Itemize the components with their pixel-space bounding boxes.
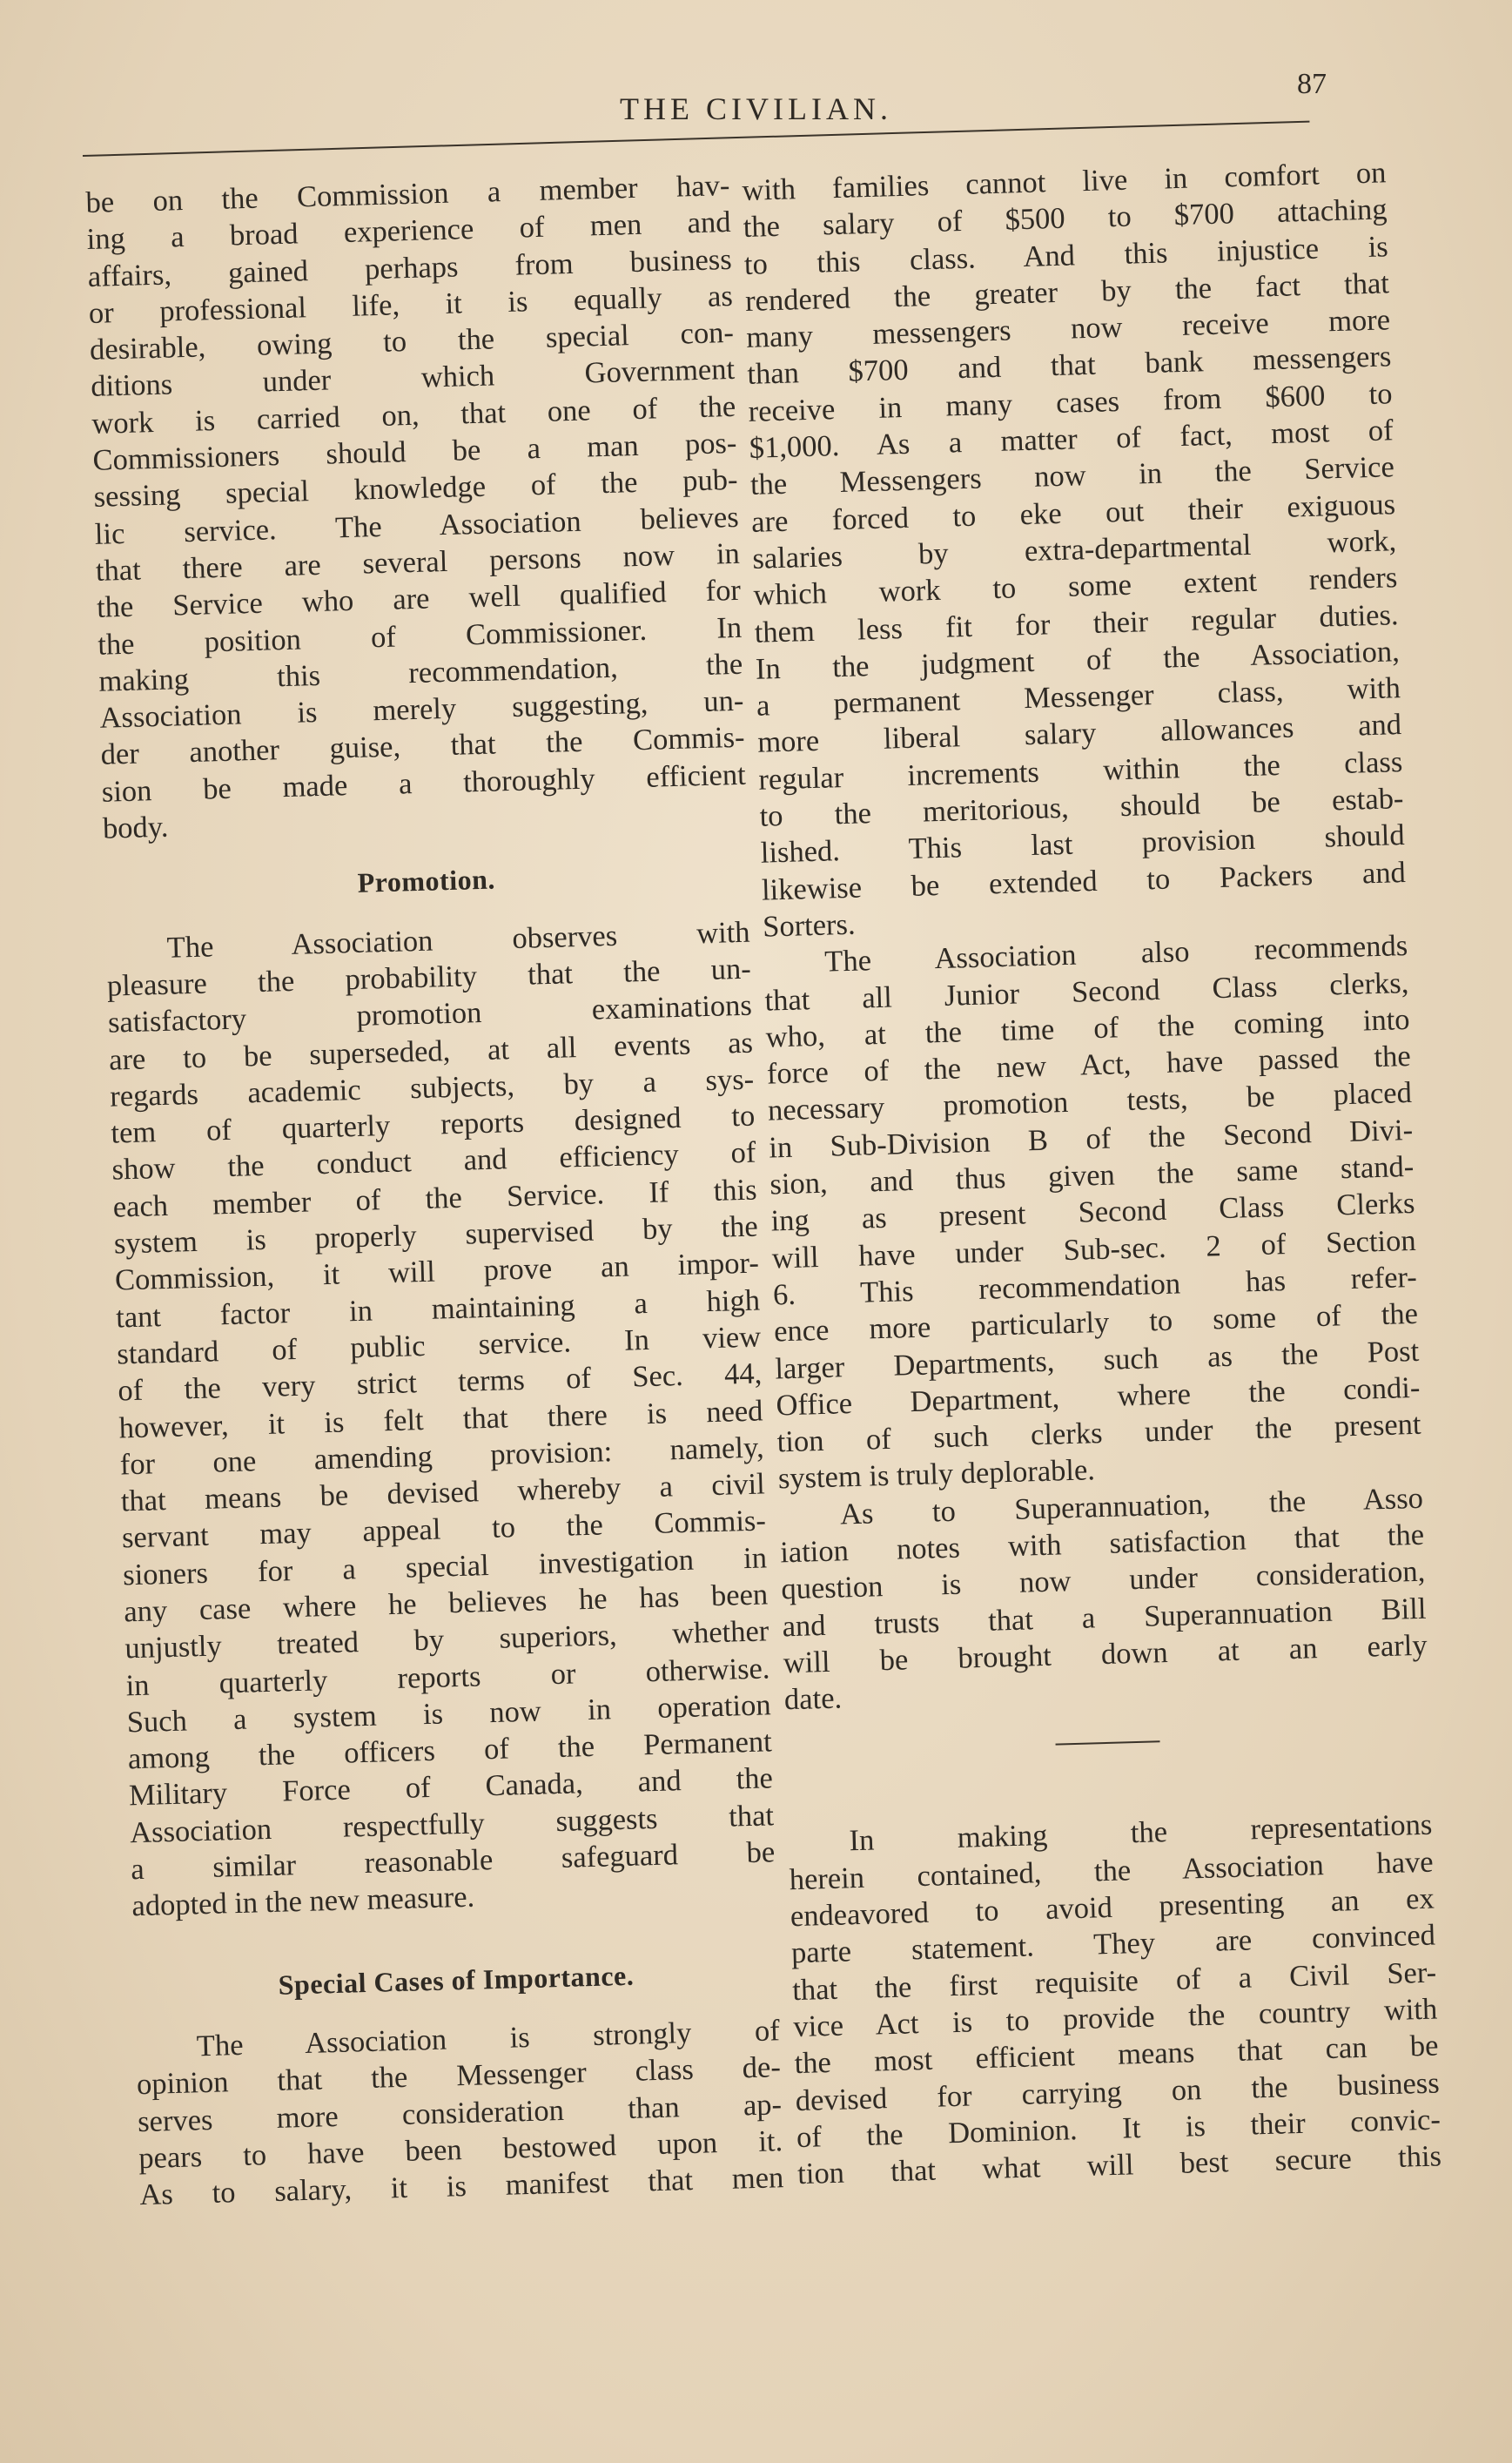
text-line: among the officers of the Permanent <box>127 1725 773 1776</box>
text-line: Military Force of Canada, and the <box>128 1761 774 1813</box>
text-line: of the Dominion. It is their convic- <box>796 2103 1441 2154</box>
paragraph-commission <box>85 167 747 847</box>
text-line: servant may appeal to the Commis- <box>121 1504 767 1555</box>
text-line: adopted in the new measure. <box>131 1880 475 1923</box>
paragraph-messenger <box>135 2012 783 2213</box>
text-line: that means be devised whereby a civil <box>120 1467 766 1518</box>
text-line: serves more consideration than ap- <box>137 2087 783 2138</box>
text-line: necessary promotion tests, be placed <box>767 1076 1413 1127</box>
text-line: work is carried on, that one of the <box>91 389 736 441</box>
text-line: der another guise, that the Commis- <box>100 721 745 772</box>
text-line: with families cannot live in comfort on <box>742 156 1387 207</box>
text-line: which work to some extent renders <box>753 561 1398 613</box>
text-line: satisfactory promotion examinations <box>107 988 753 1040</box>
text-line: Sorters. <box>762 907 857 944</box>
text-line: ing as present Second Class Clerks <box>770 1187 1415 1238</box>
text-line: or professional life, it is equally as <box>88 279 734 330</box>
heading-promotion: Promotion. <box>357 863 496 899</box>
text-line: regular increments within the class <box>757 744 1403 797</box>
text-line: herein contained, the Association have <box>789 1845 1435 1896</box>
text-line: more liberal salary allowances and <box>756 708 1402 760</box>
text-line: many messengers now receive more <box>745 303 1391 355</box>
text-line: Such a system is now in operation <box>126 1688 772 1740</box>
text-line: ing a broad experience of men and <box>86 205 731 257</box>
text-line: sion, and thus given the same stand- <box>769 1149 1415 1201</box>
text-line: the salary of $500 to $700 attaching <box>743 192 1388 245</box>
paragraph-representations <box>788 1807 1442 2192</box>
text-line: 6. This recommendation has refer- <box>772 1260 1418 1312</box>
text-line: that the first requisite of a Civil Ser- <box>791 1955 1437 2007</box>
text-line: The Association observes with <box>166 915 751 965</box>
text-line: system is truly deplorable. <box>777 1453 1096 1496</box>
text-line: are forced to eke out their exiguous <box>750 487 1396 539</box>
text-line: iation notes with satisfaction that the <box>779 1518 1425 1570</box>
text-line: sion be made a thoroughly efficient <box>101 757 747 809</box>
text-line: sioners for a special investigation in <box>122 1541 768 1592</box>
text-line: opinion that the Messenger class de- <box>136 2050 782 2102</box>
text-line: tion that what will best secure this <box>796 2139 1442 2191</box>
text-line: a permanent Messenger class, with <box>756 671 1401 723</box>
text-line: affairs, gained perhaps from business <box>87 242 733 293</box>
text-line: lic service. The Association believes <box>94 500 740 551</box>
text-line: show the conduct and efficiency of <box>111 1135 756 1188</box>
text-line: The Association also recommends <box>823 929 1408 979</box>
text-line: tion of such clerks under the present <box>776 1407 1421 1459</box>
text-line: The Association is strongly of <box>196 2014 781 2063</box>
text-line: devised for carrying on the business <box>795 2066 1441 2117</box>
text-line: sessing special knowledge of the pub- <box>93 463 738 515</box>
text-line: Association is merely suggesting, un- <box>99 683 744 735</box>
text-line: a similar reasonable safeguard be <box>130 1835 776 1887</box>
text-line: Commission, it will prove an impor- <box>114 1246 760 1297</box>
text-line: likewise be extended to Packers and <box>761 855 1407 907</box>
text-line: endeavored to avoid presenting an ex <box>790 1881 1435 1934</box>
text-line: tem of quarterly reports designed to <box>110 1099 756 1150</box>
text-line: In the judgment of the Association, <box>755 634 1401 686</box>
right-column <box>742 154 1442 2192</box>
text-line: pleasure the probability that the un- <box>106 952 752 1003</box>
text-line: the most efficient means that can be <box>794 2029 1439 2081</box>
text-line: $1,000. As a matter of fact, most of <box>749 414 1394 465</box>
text-line: making this recommendation, the <box>97 647 743 698</box>
text-line: unjustly treated by superiors, whether <box>124 1614 769 1666</box>
text-line: body. <box>102 810 169 845</box>
text-line: standard of public service. In view <box>116 1320 762 1371</box>
text-line: vice Act is to provide the country with <box>792 1992 1438 2044</box>
text-line: desirable, owing to the special con- <box>89 316 735 367</box>
text-line: Office Department, where the condi- <box>776 1370 1421 1423</box>
text-line: larger Departments, such as the Post <box>774 1334 1420 1385</box>
text-line: date. <box>783 1681 843 1717</box>
heading-special-cases: Special Cases of Importance. <box>278 1959 635 2001</box>
section-divider <box>1056 1741 1161 1782</box>
text-line: parte statement. They are convinced <box>790 1918 1436 1970</box>
paragraph-superannuation <box>779 1479 1429 1718</box>
text-line: to this class. And this injustice is <box>743 229 1389 281</box>
text-line: to the meritorious, should be estab- <box>759 782 1404 833</box>
paragraph-promotion <box>105 913 776 1925</box>
text-line: ditions under which Government <box>90 353 736 404</box>
text-line: Association respectfully suggests that <box>129 1799 775 1850</box>
text-line: As to Superannuation, the Asso <box>839 1481 1424 1531</box>
text-line: for one amending provision: namely, <box>119 1430 765 1482</box>
text-line: In making the representations <box>849 1808 1433 1858</box>
text-line: however, it is felt that there is need <box>118 1393 763 1444</box>
text-line: are to be superseded, at all events as <box>108 1026 754 1077</box>
running-header: THE CIVILIAN. <box>620 91 892 126</box>
text-line: rendered the greater by the fact that <box>744 266 1390 318</box>
text-line: force of the new Act, have passed the <box>766 1040 1412 1091</box>
page-number: 87 <box>1297 68 1327 100</box>
paragraph-junior-clerks <box>763 927 1422 1497</box>
text-line: that there are several persons now in <box>95 536 741 588</box>
text-line: any case where he believes he has been <box>123 1578 769 1629</box>
text-line: will be brought down at an early <box>783 1628 1428 1680</box>
text-line: will have under Sub-sec. 2 of Section <box>771 1223 1417 1275</box>
text-line: regards academic subjects, by a sys- <box>109 1062 755 1114</box>
text-line: system is properly supervised by the <box>113 1209 759 1261</box>
text-line: in quarterly reports or otherwise. <box>125 1651 770 1702</box>
text-line: be on the Commission a member hav- <box>85 168 730 219</box>
text-line: that all Junior Second Class clerks, <box>764 966 1409 1018</box>
text-line: of the very strict terms of Sec. 44, <box>117 1356 763 1408</box>
paragraph-messenger-salary <box>742 154 1408 945</box>
text-line: the Service who are well qualified for <box>96 574 742 625</box>
text-line: the position of Commissioner. In <box>97 610 743 662</box>
text-line: receive in many cases from $600 to <box>748 377 1393 428</box>
text-line: than $700 and that bank messengers <box>746 340 1392 392</box>
left-column <box>85 167 784 2214</box>
text-line: lished. This last provision should <box>760 818 1406 871</box>
text-line: As to salary, it is manifest that men <box>138 2161 784 2212</box>
text-line: each member of the Service. If this <box>112 1173 758 1224</box>
text-line: in Sub-Division B of the Second Divi- <box>768 1113 1414 1165</box>
text-line: ence more particularly to some of the <box>773 1297 1419 1349</box>
text-line: who, at the time of the coming into <box>765 1002 1410 1054</box>
text-line: them less fit for their regular duties. <box>754 597 1400 649</box>
text-line: the Messengers now in the Service <box>749 450 1395 502</box>
text-line: tant factor in maintaining a high <box>115 1283 761 1335</box>
text-line: pears to have been bestowed upon it. <box>138 2124 783 2176</box>
text-line: question is now under consideration, <box>780 1554 1426 1606</box>
text-line: salaries by extra-departmental work, <box>751 524 1397 575</box>
text-line: Commissioners should be a man pos- <box>92 426 737 477</box>
text-line: and trusts that a Superannuation Bill <box>782 1592 1427 1643</box>
